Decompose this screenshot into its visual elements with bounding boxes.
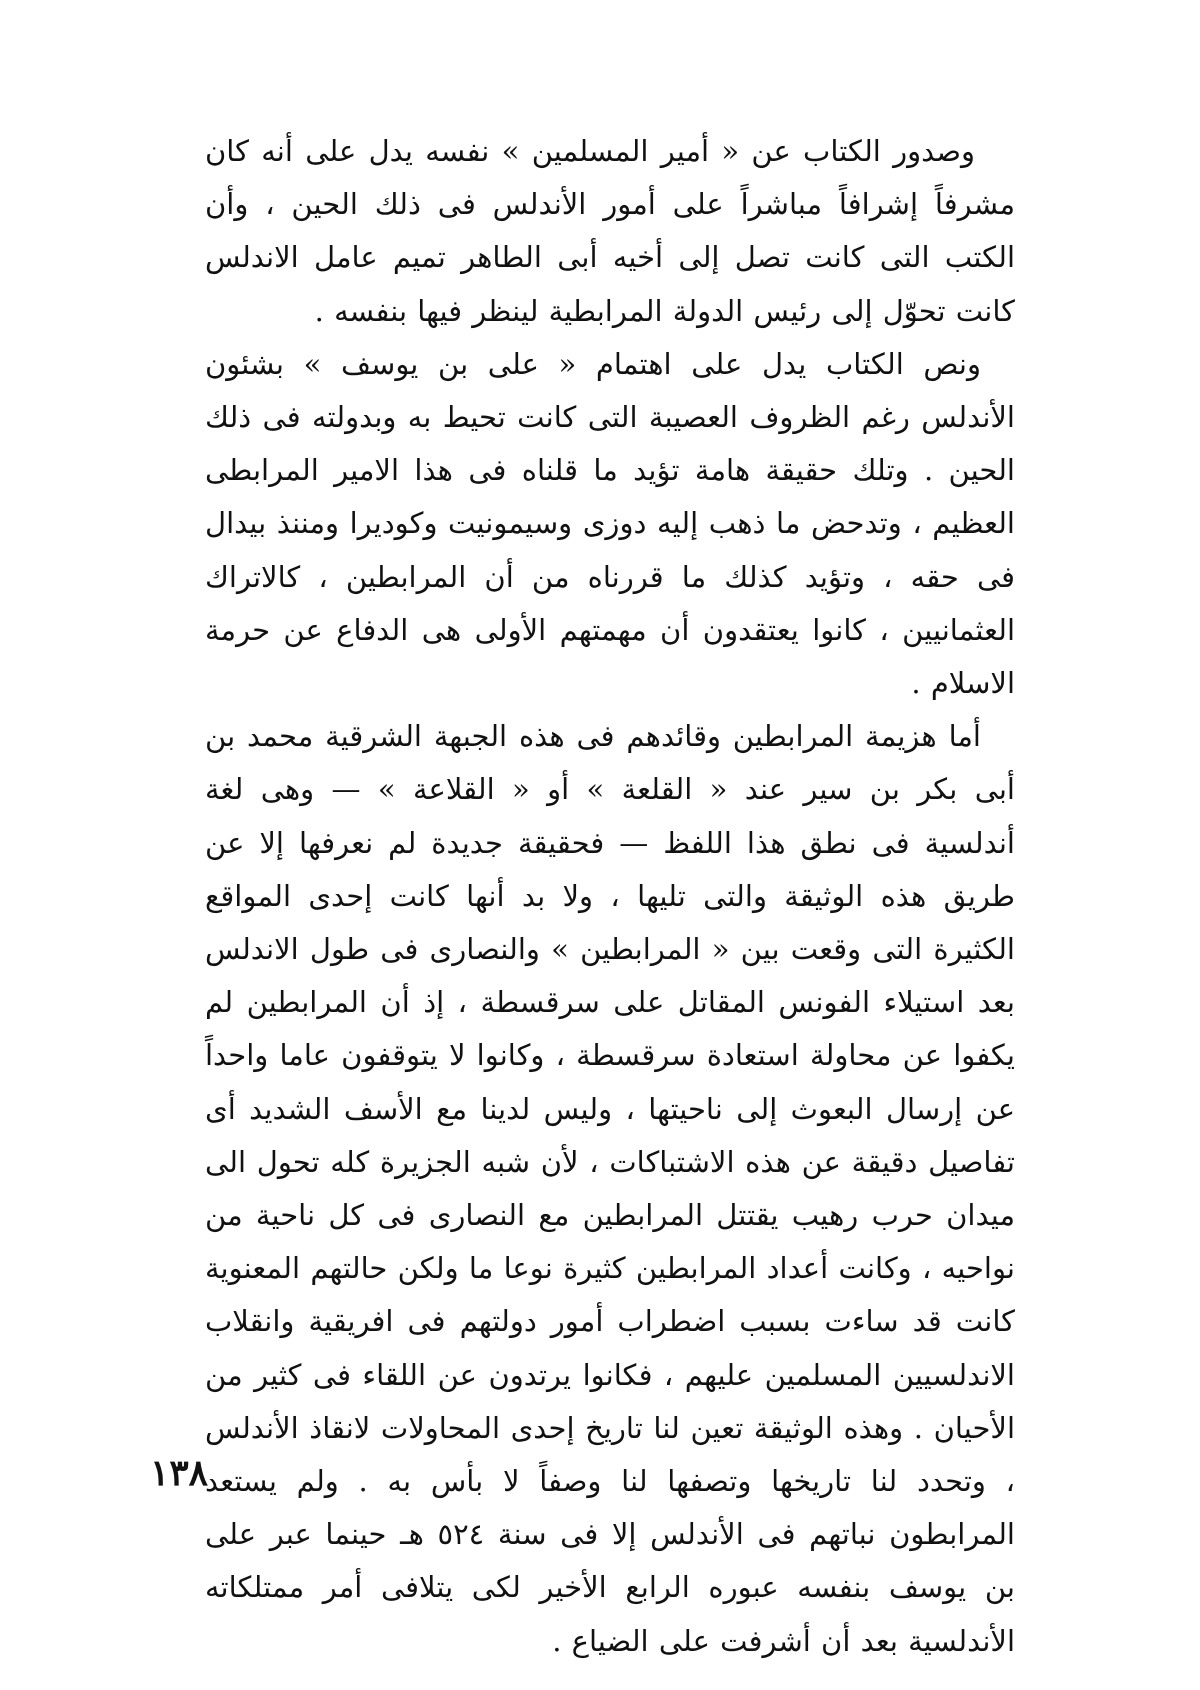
paragraph-2: ونص الكتاب يدل على اهتمام « على بن يوسف » بشئون الأندلس رغم الظروف العصيبة التى كانت تحيط به وبدولته فى ذلك الحين . وتلك حقيقة هامة تؤيد ما قلناه فى هذا الامير المرابطى العظيم ، وتدحض ما ذهب إليه دوزى وسيمونيت وكوديرا ومننذ بيدال فى حقه ، وتؤيد كذلك ما قررناه من أن المرابطين ، كالاتراك العثمانيين ، كانوا يعتقدون أن مهمتهم الأولى هى الدفاع عن حرمة الاسلام . xyxy=(205,346,1015,701)
page-number: ١٣٨ xyxy=(150,1452,209,1494)
paragraph-3: أما هزيمة المرابطين وقائدهم فى هذه الجبهة الشرقية محمد بن أبى بكر بن سير عند « القلعة » أو « القلاعة » — وهى لغة أندلسية فى نطق هذا اللفظ — فحقيقة جديدة لم نعرفها إلا عن طريق هذه الوثيقة والتى تليها ، ولا بد أنها كانت إحدى المواقع الكثيرة التى وقعت بين « المرابطين » والنصارى فى طول الاندلس بعد استيلاء الفونس المقاتل على سرقسطة ، إذ أن المرابطين لم يكفوا عن محاولة استعادة سرقسطة ، وكانوا لا يتوقفون عاما واحداً عن إرسال البعوث إلى ناحيتها ، وليس لدينا مع الأسف الشديد أى تفاصيل دقيقة عن هذه الاشتباكات ، لأن شبه الجزيرة كله تحول الى ميدان حرب رهيب يقتتل المرابطين مع النصارى فى كل ناحية من نواحيه ، وكانت أعداد المرابطين كثيرة نوعا ما ولكن حالتهم المعنوية كانت قد ساءت بسبب اضطراب أمور دولتهم فى افريقية وانقلاب الاندلسيين المسلمين عليهم ، فكانوا يرتدون عن اللقاء فى كثير من الأحيان . وهذه الوثيقة تعين لنا تاريخ إحدى المحاولات لانقاذ الأندلس ، وتحدد لنا تاريخها وتصفها لنا وصفاً لا بأس به . ولم يستعد المرابطون نباتهم فى الأندلس إلا فى سنة ٥٢٤ هـ حينما عبر على بن يوسف بنفسه عبوره الرابع الأخير لكى يتلافى أمر ممتلكاته الأندلسية بعد أن أشرفت على الضياع . xyxy=(205,719,1015,1658)
body-text xyxy=(205,125,1015,1668)
paragraph-1: وصدور الكتاب عن « أمير المسلمين » نفسه يدل على أنه كان مشرفاً إشرافاً مباشراً على أمور الأندلس فى ذلك الحين ، وأن الكتب التى كانت تصل إلى أخيه أبى الطاهر تميم عامل الاندلس كانت تحوّل إلى رئيس الدولة المرابطية لينظر فيها بنفسه . xyxy=(205,134,1015,328)
